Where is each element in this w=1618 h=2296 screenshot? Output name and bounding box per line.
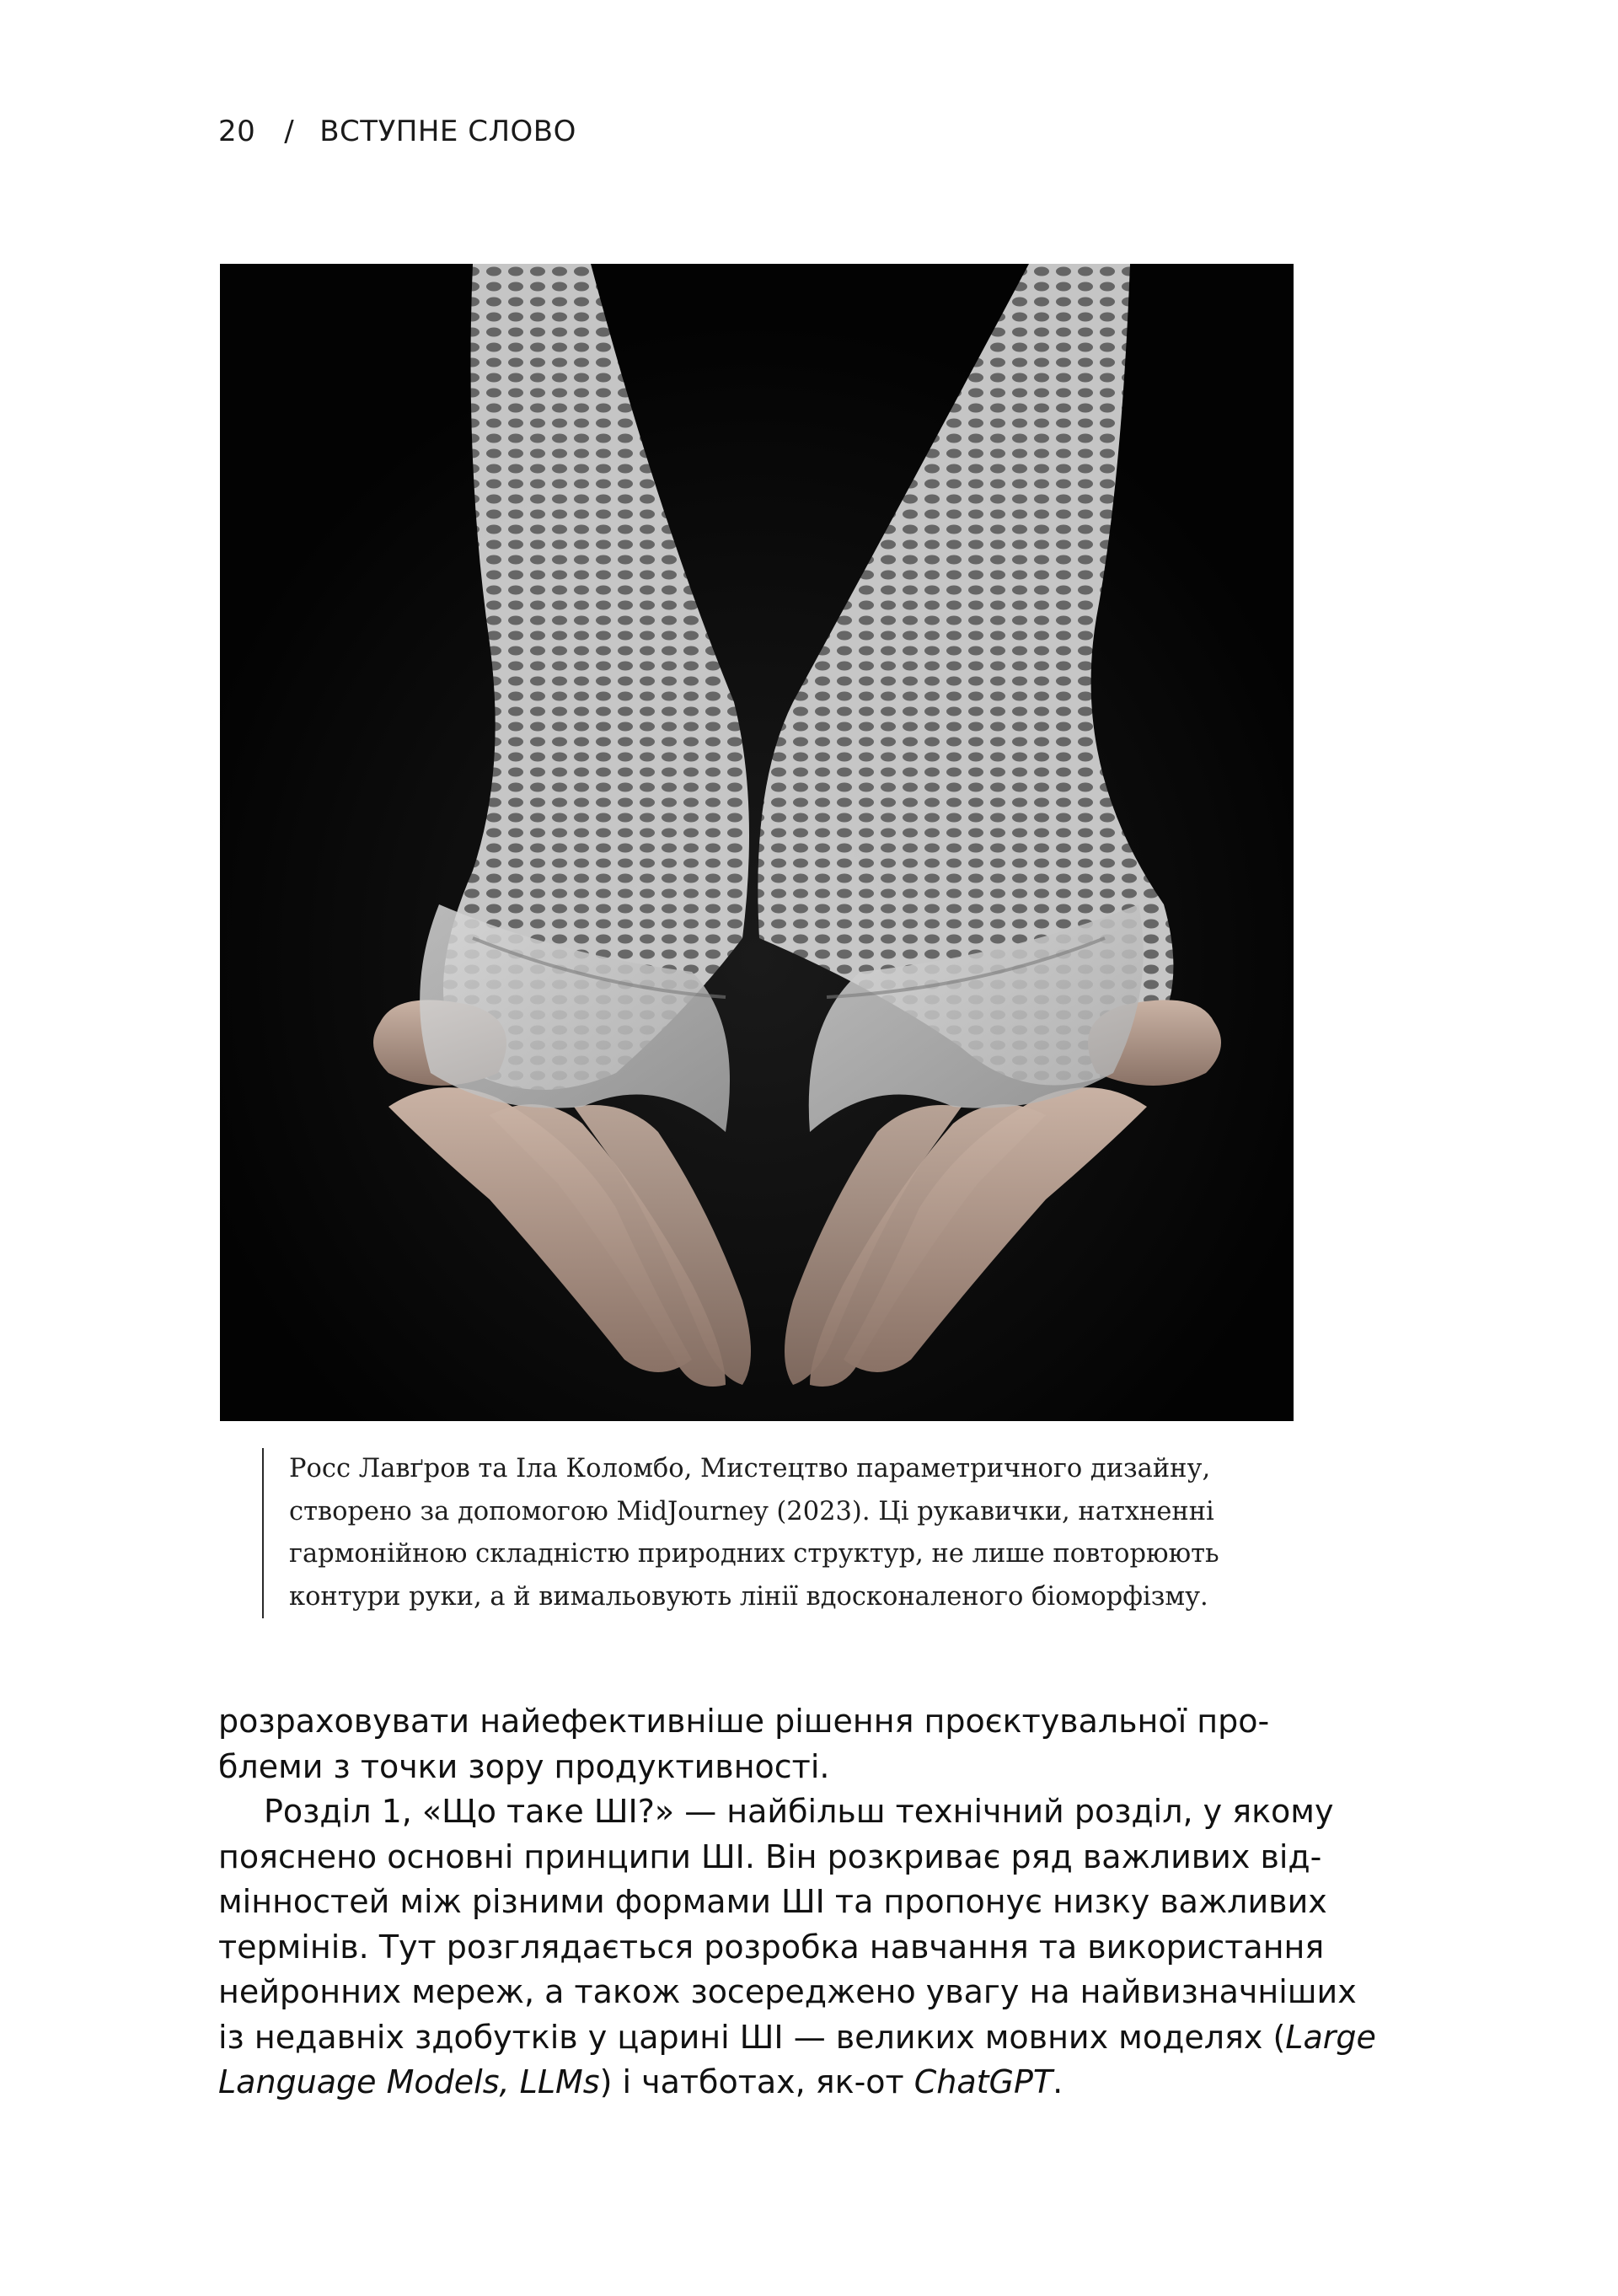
term-italic: Large [1285, 2018, 1376, 2056]
caption-line: Росс Лавґров та Іла Коломбо, Мистецтво параметричного дизайну, [289, 1454, 1211, 1483]
body-line [218, 2060, 1305, 2106]
figure-caption [262, 1448, 1326, 1618]
body-line: розраховувати найефективніше рішення проєктувальної про- [218, 1703, 1270, 1740]
body-line: блеми з точки зору продуктивності. [218, 1747, 830, 1785]
body-line: пояснено основні принципи ШІ. Він розкриває ряд важливих від- [218, 1837, 1322, 1875]
running-head [218, 115, 576, 148]
body-line: мінностей між різними формами ШІ та пропонує низку важливих [218, 1883, 1327, 1920]
body-text-segment: із недавніх здобутків у царині ШІ — великих мовних моделях ( [218, 2018, 1286, 2056]
paragraph-start: Розділ 1, «Що таке ШІ?» — найбільш технічний розділ, у якому [264, 1793, 1334, 1830]
page-number: 20 [218, 115, 256, 148]
body-text-segment: ) і чатботах, як-от [599, 2063, 914, 2100]
term-italic: ChatGPT [913, 2063, 1053, 2100]
body-line [218, 2015, 1376, 2061]
caption-line: створено за допомогою MidJourney (2023). Ці рукавички, натхненні [289, 1496, 1214, 1526]
section-title: ВСТУПНЕ СЛОВО [319, 115, 576, 148]
hands-in-white-lattice-gloves-image [220, 264, 1294, 1421]
body-line: термінів. Тут розглядається розробка навчання та використання [218, 1928, 1325, 1966]
body-text-segment: . [1053, 2063, 1063, 2100]
caption-line: контури руки, а й вимальовують лінії вдосконаленого біоморфізму. [289, 1581, 1208, 1612]
body-text [218, 1699, 1376, 2106]
caption-line: гармонійною складністю природних структур, не лише повторюють [289, 1539, 1219, 1569]
header-separator: / [284, 115, 295, 148]
figure-image [220, 264, 1294, 1421]
term-italic: Language Models, LLMs [218, 2063, 600, 2100]
body-line: нейронних мереж, а також зосереджено увагу на найвизначніших [218, 1973, 1357, 2010]
